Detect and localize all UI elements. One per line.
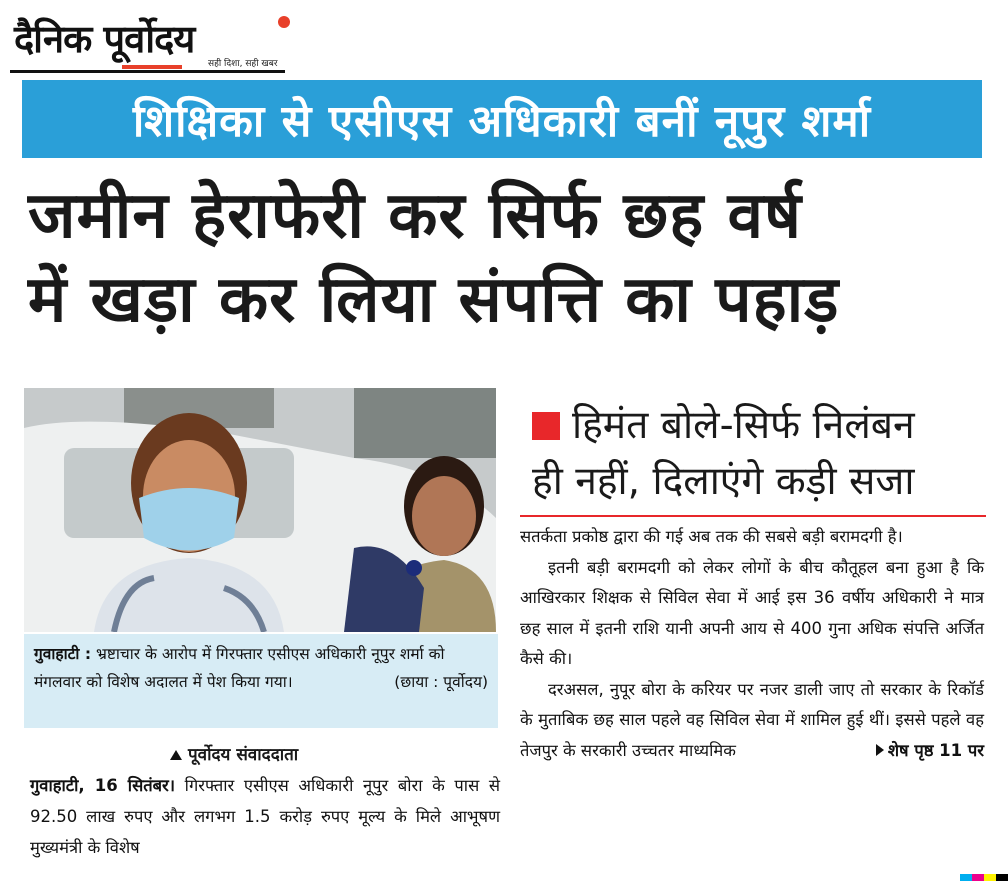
main-headline — [28, 174, 988, 342]
subhead-line-2: ही नहीं, दिलाएंगे कड़ी सजा — [532, 459, 915, 504]
caption-city: गुवाहाटी : — [34, 645, 92, 663]
triangle-icon — [170, 750, 182, 760]
byline — [170, 742, 298, 765]
print-color-marks — [960, 874, 1008, 881]
photo-caption — [24, 634, 498, 728]
left-column-text — [30, 770, 500, 863]
subheadline — [532, 398, 982, 510]
masthead-accent — [122, 65, 182, 69]
continued-notice — [848, 736, 984, 767]
photo-credit: (छाया : पूर्वोदय) — [394, 673, 488, 691]
red-square-icon — [532, 412, 560, 440]
headline-line-1: जमीन हेराफेरी कर सिर्फ छह वर्ष — [28, 179, 803, 253]
paragraph-1: सतर्कता प्रकोष्ठ द्वारा की गई अब तक की सबसे बड़ी बरामदगी है। — [520, 527, 903, 546]
masthead — [10, 6, 285, 72]
headline-line-2: में खड़ा कर लिया संपत्ति का पहाड़ — [28, 263, 840, 337]
logo-dot-icon — [278, 16, 290, 28]
caption-text: भ्रष्टाचार के आरोप में गिरफ्तार एसीएस अधिकारी नूपुर शर्मा को मंगलवार को विशेष अदालत में पेश किया गया। — [34, 645, 445, 691]
paragraph-2: इतनी बड़ी बरामदगी को लेकर लोगों के बीच कौतूहल बना हुआ है कि आखिरकार शिक्षक से सिविल सेवा में आई इस 36 वर्षीय अधिकारी ने मात्र छह साल में इतनी राशि यानी अपनी आय से 400 गुना अधिक संपत्ति अर्जित कैसे की। — [520, 557, 984, 668]
masthead-tagline: सही दिशा, सही खबर — [208, 59, 278, 69]
arrow-right-icon — [876, 744, 884, 756]
photo-illustration — [24, 388, 496, 632]
subhead-line-1: हिमंत बोले-सिर्फ निलंबन — [572, 403, 915, 448]
masthead-rule — [10, 70, 285, 73]
right-column-text — [520, 522, 984, 766]
paragraph-3: दरअसल, नुपूर बोरा के करियर पर नजर डाली जाए तो सरकार के रिकॉर्ड के मुताबिक छह साल पहले वह सिविल सेवा में शामिल हुई थीं। इससे पहले वह तेजपुर के सरकारी उच्चतर माध्यमिक — [520, 679, 984, 760]
left-column-body: गिरफ्तार एसीएस अधिकारी नूपुर बोरा के पास से 92.50 लाख रुपए और लगभग 1.5 करोड़ रुपए मूल्य के मिले आभूषण मुख्यमंत्री के विशेष — [30, 776, 500, 857]
section-divider — [520, 515, 986, 517]
continued-text: शेष पृष्ठ 11 पर — [887, 740, 984, 760]
banner-text: शिक्षिका से एसीएस अधिकारी बनीं नूपुर शर्मा — [132, 96, 872, 147]
newspaper-logo: दैनिक पूर्वोदय — [14, 17, 195, 61]
story-banner — [22, 80, 982, 158]
dateline: गुवाहाटी, 16 सितंबर। — [30, 776, 176, 795]
news-photo — [24, 388, 496, 632]
byline-text: पूर्वोदय संवाददाता — [188, 745, 299, 765]
